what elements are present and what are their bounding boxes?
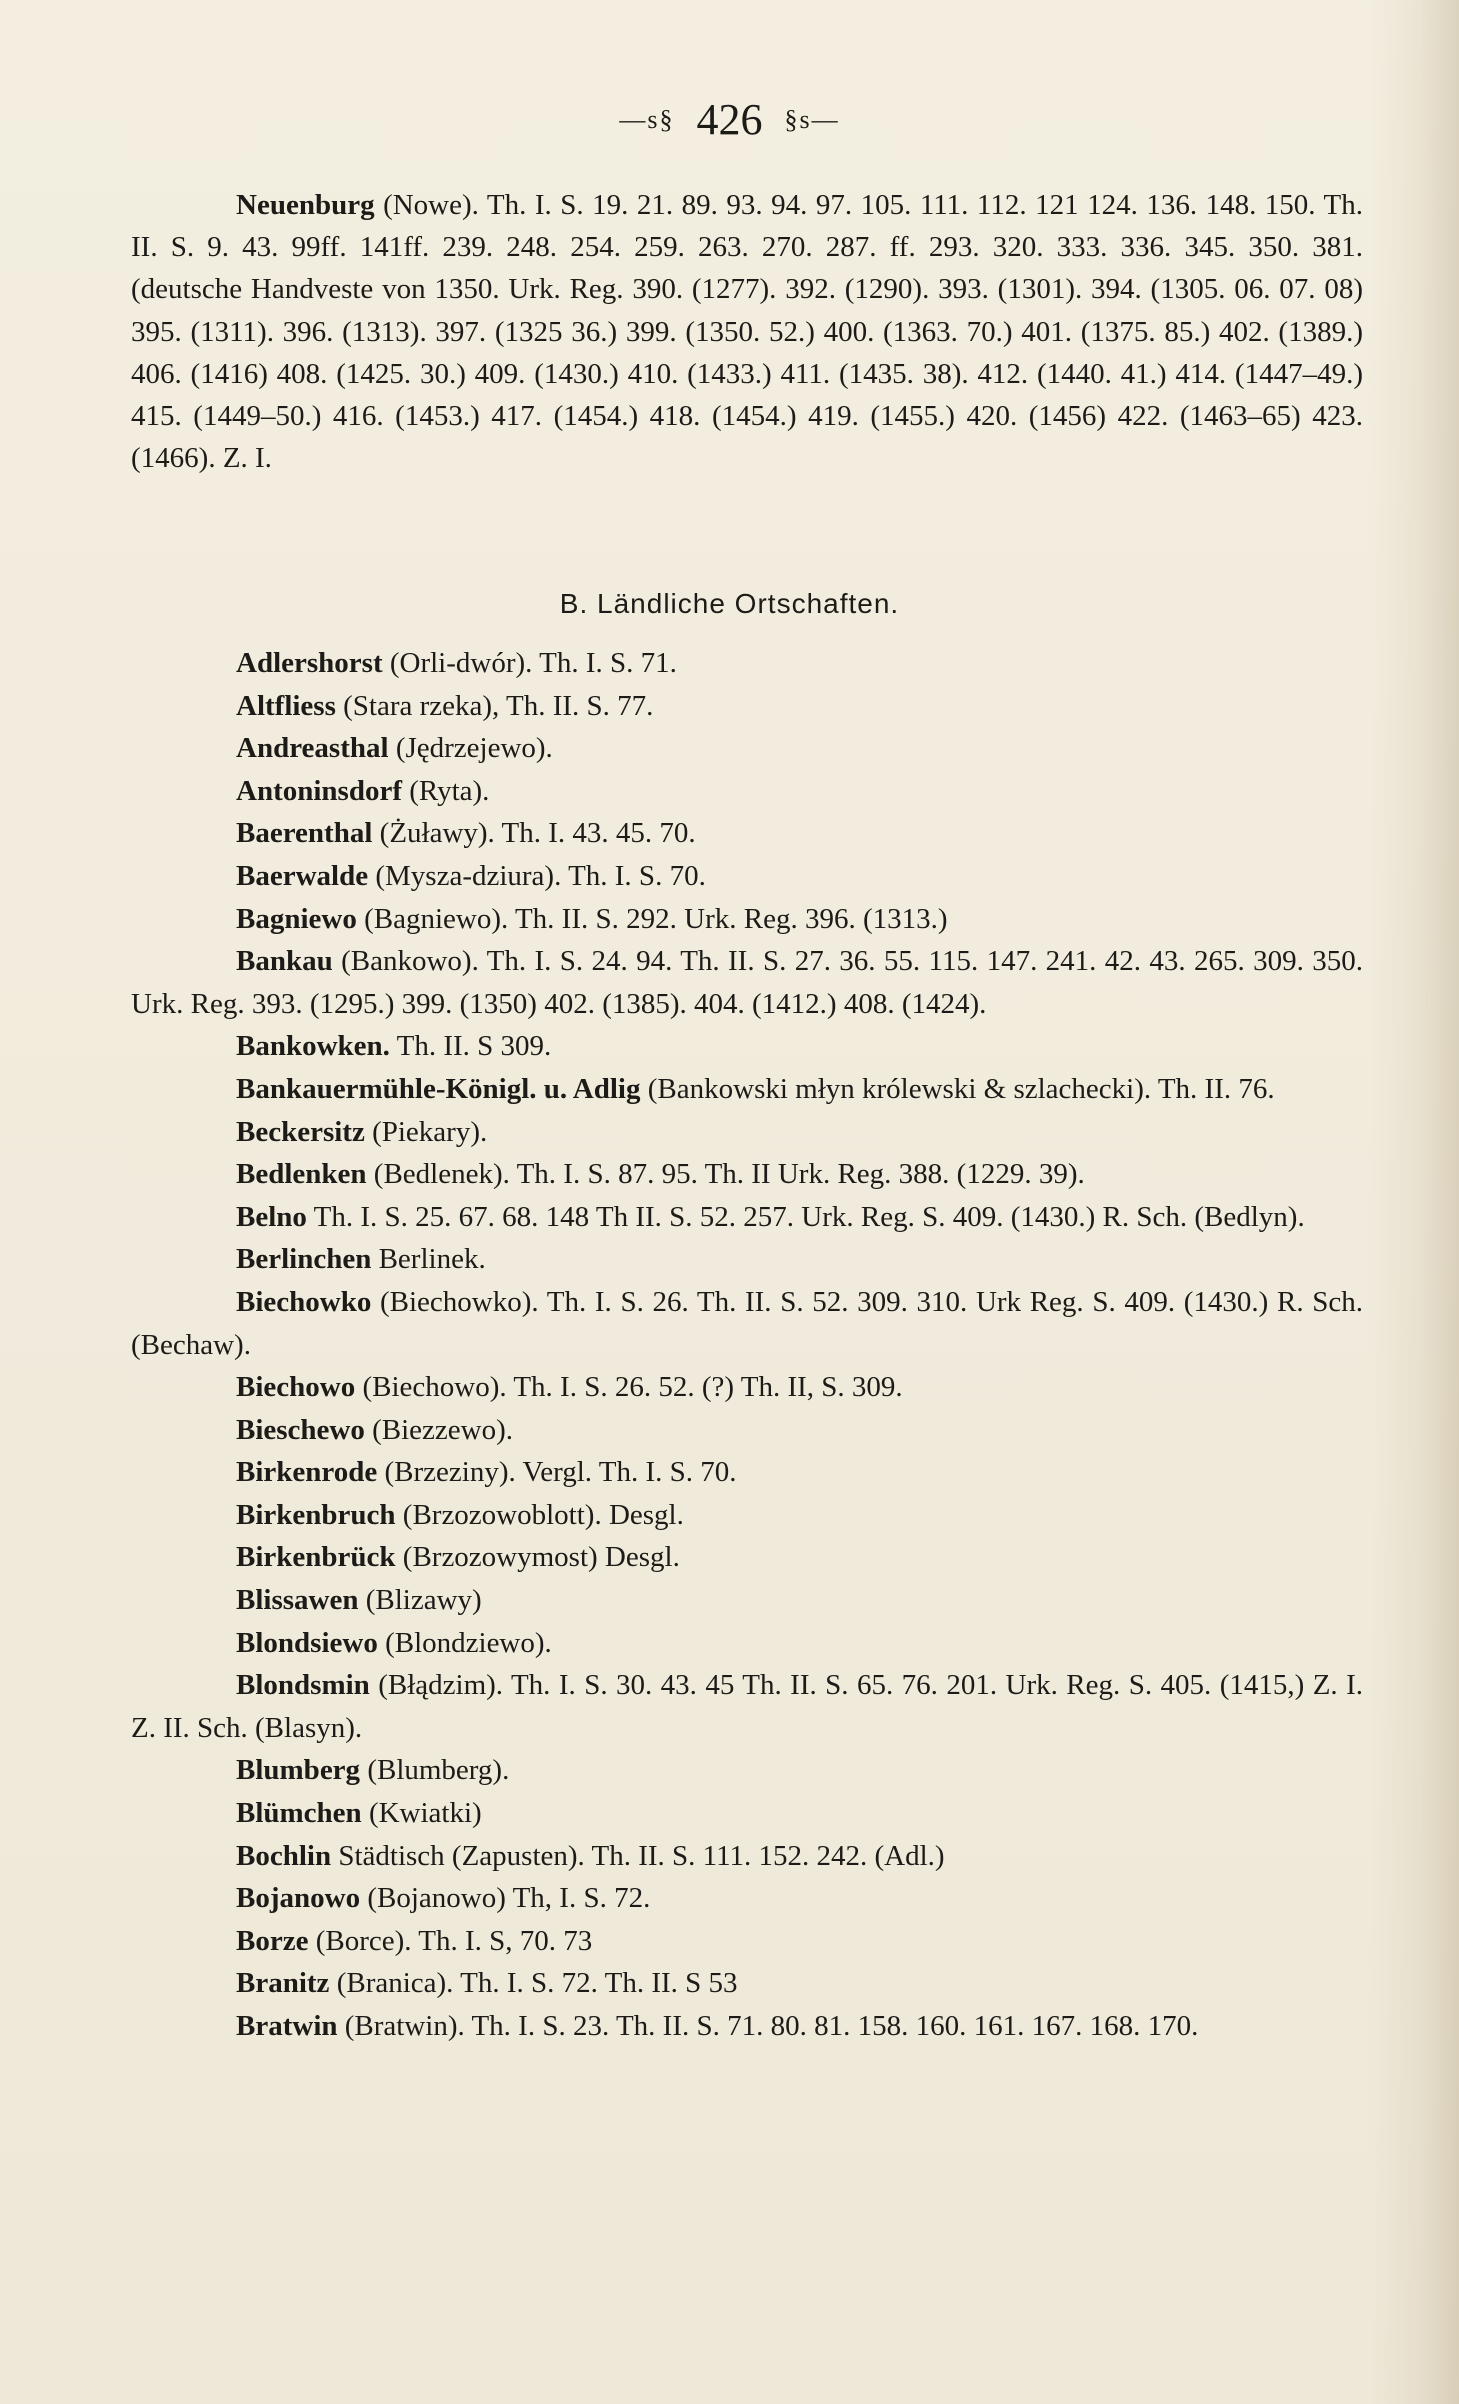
entry-text: Städtisch (Zapusten). Th. II. S. 111. 152. 242. (Adl.) [331,1839,945,1872]
entry [131,1579,1363,1622]
entry [131,1153,1363,1196]
entry-text: (Nowe). Th. I. S. 19. 21. 89. 93. 94. 97. 105. 111. 112. 121 124. 136. 148. 150. Th. II. S. 9. 43. 99ff. 141ff. 239. 248. 254. 259. 263. 270. 287. ff. 293. 320. 333. 336. 345. 350. 381. (deutsche Handveste von 1350. Urk. Reg. 390. (1277). 392. (1290). 393. (1301). 394. (1305. 06. 07. 08) 395. (1311). 396. (1313). 397. (1325 36.) 399. (1350. 52.) 400. (1363. 70.) 401. (1375. 85.) 402. (1389.) 406. (1416) 408. (1425. 30.) 409. (1430.) 410. (1433.) 411. (1435. 38). 412. (1440. 41.) 414. (1447–49.) 415. (1449–50.) 416. (1453.) 417. (1454.) 418. (1454.) 419. (1455.) 420. (1456) 422. (1463–65) 423. (1466). Z. I. [131,189,1363,475]
entry [131,1622,1363,1665]
entry-text: (Brzozowoblott). Desgl. [395,1498,684,1531]
entry-headword: Biechowo [236,1371,356,1404]
entry [131,1877,1363,1920]
entry-text: (Błądzim). Th. I. S. 30. 43. 45 Th. II. S. 65. 76. 201. Urk. Reg. S. 405. (1415,) Z. I. Z. II. Sch. (Blasyn). [131,1669,1363,1744]
entry-text: (Brzeziny). Vergl. Th. I. S. 70. [377,1456,737,1489]
entry-headword: Adlershorst [236,647,383,679]
entry [131,1962,1363,2005]
entry-headword: Blondsiewo [236,1626,378,1659]
entry [131,1111,1363,1154]
entry [131,1451,1363,1494]
entry-text: (Kwiatki) [361,1797,482,1830]
entry-text: (Blumberg). [360,1754,510,1787]
entry-headword: Altfliess [236,689,336,722]
entry-text: (Blondziewo). [377,1626,552,1659]
entry-text: (Biechowo). Th. I. S. 26. 52. (?) Th. II, S. 309. [355,1371,903,1404]
entry-headword: Bieschewo [236,1413,365,1446]
entry-headword: Blumberg [236,1754,361,1787]
entry-text: (Bagniewo). Th. II. S. 292. Urk. Reg. 396. (1313.) [356,902,948,935]
entry-headword: Biechowko [236,1285,372,1318]
entry-headword: Birkenbruch [236,1498,396,1531]
entry [131,1068,1363,1111]
entry-text: Berlinek. [371,1243,486,1276]
entry-headword: Branitz [236,1967,330,2000]
entry [131,1366,1363,1409]
entry-text: (Borce). Th. I. S, 70. 73 [308,1924,593,1957]
entry-text: (Piekary). [364,1115,488,1148]
entry-headword: Bankowken. [236,1030,390,1063]
entry [131,2005,1363,2048]
entry [131,1664,1363,1749]
entry-text: (Brzozowymost) Desgl. [395,1541,680,1574]
entry-headword: Bankauermühle-Königl. u. Adlig [236,1072,641,1105]
entry-text: Th. I. S. 25. 67. 68. 148 Th II. S. 52. 257. Urk. Reg. S. 409. (1430.) R. Sch. (Bedlyn). [306,1200,1305,1233]
entry-text: Th. II. S 309. [389,1030,552,1063]
entry-headword: Neuenburg [236,189,375,221]
entry-text: (Branica). Th. I. S. 72. Th. II. S 53 [329,1967,738,2000]
entry-text: (Blizawy) [358,1584,482,1617]
entry [131,1025,1363,1068]
header-ornament-right: §s— [784,104,840,134]
entry [131,1409,1363,1452]
entry-headword: Andreasthal [236,732,389,765]
entry-text: (Bedlenek). Th. I. S. 87. 95. Th. II Urk. Reg. 388. (1229. 39). [366,1158,1085,1191]
header-ornament-left: —s§ [619,104,675,134]
entry-text: (Biezzewo). [364,1413,514,1446]
entry [131,727,1363,770]
entry [131,1238,1363,1281]
entry-text: (Orli-dwór). Th. I. S. 71. [382,647,677,679]
entry [131,812,1363,855]
entry-text: (Bankowo). Th. I. S. 24. 94. Th. II. S. 27. 36. 55. 115. 147. 241. 42. 43. 265. 309. 350. Urk. Reg. 393. (1295.) 399. (1350) 402. (1385). 404. (1412.) 408. (1424). [131,945,1363,1020]
entry-headword: Bedlenken [236,1158,367,1191]
entry-headword: Borze [236,1924,309,1957]
entry [131,685,1363,728]
page-header [0,86,1459,150]
intro-entry [131,184,1363,479]
entry [131,1835,1363,1878]
entry [131,1196,1363,1239]
entry [131,1536,1363,1579]
section-title: B. Ländliche Ortschaften. [559,588,900,619]
entry-text: (Żuławy). Th. I. 43. 45. 70. [372,817,696,850]
entry [131,898,1363,941]
entry-headword: Bagniewo [236,902,357,935]
entry [131,1749,1363,1792]
entry-headword: Blondsmin [236,1669,370,1702]
entry-text: (Ryta). [402,774,490,807]
entry-headword: Beckersitz [236,1115,365,1148]
entry [131,642,1363,685]
entry-headword: Blissawen [236,1584,359,1617]
entry [131,1494,1363,1537]
entry-headword: Belno [236,1200,307,1233]
entry-headword: Antoninsdorf [236,774,402,807]
entry-headword: Bochlin [236,1839,332,1872]
entry [131,1792,1363,1835]
place-entries [131,642,1363,2048]
entry-text: (Bratwin). Th. I. S. 23. Th. II. S. 71. 80. 81. 158. 160. 161. 167. 168. 170. [337,2010,1199,2042]
entry [131,1920,1363,1963]
entry-headword: Bratwin [236,2010,338,2042]
page-number: 426 [696,94,763,144]
entry [131,770,1363,813]
entry-headword: Berlinchen [236,1243,372,1276]
entry-headword: Birkenbrück [236,1541,396,1574]
entry-headword: Baerwalde [236,859,369,892]
entry-text: (Mysza-dziura). Th. I. S. 70. [368,859,706,892]
entry-headword: Bojanowo [236,1882,361,1915]
entry-headword: Bankau [236,945,333,978]
entry [131,940,1363,1025]
entry-neuenburg [131,184,1363,479]
entry-text: (Biechowko). Th. I. S. 26. Th. II. S. 52. 309. 310. Urk Reg. S. 409. (1430.) R. Sch. (Bechaw). [131,1285,1363,1361]
entry-headword: Birkenrode [236,1456,378,1489]
entry-text: (Bankowski młyn królewski & szlachecki). Th. II. 76. [640,1072,1275,1105]
entry-text: (Bojanowo) Th, I. S. 72. [360,1882,651,1915]
entry [131,1281,1363,1366]
entry-text: (Stara rzeka), Th. II. S. 77. [335,689,654,722]
entry-headword: Blümchen [236,1797,362,1830]
entry-text: (Jędrzejewo). [388,732,553,765]
entry [131,855,1363,898]
entry-headword: Baerenthal [236,817,373,850]
